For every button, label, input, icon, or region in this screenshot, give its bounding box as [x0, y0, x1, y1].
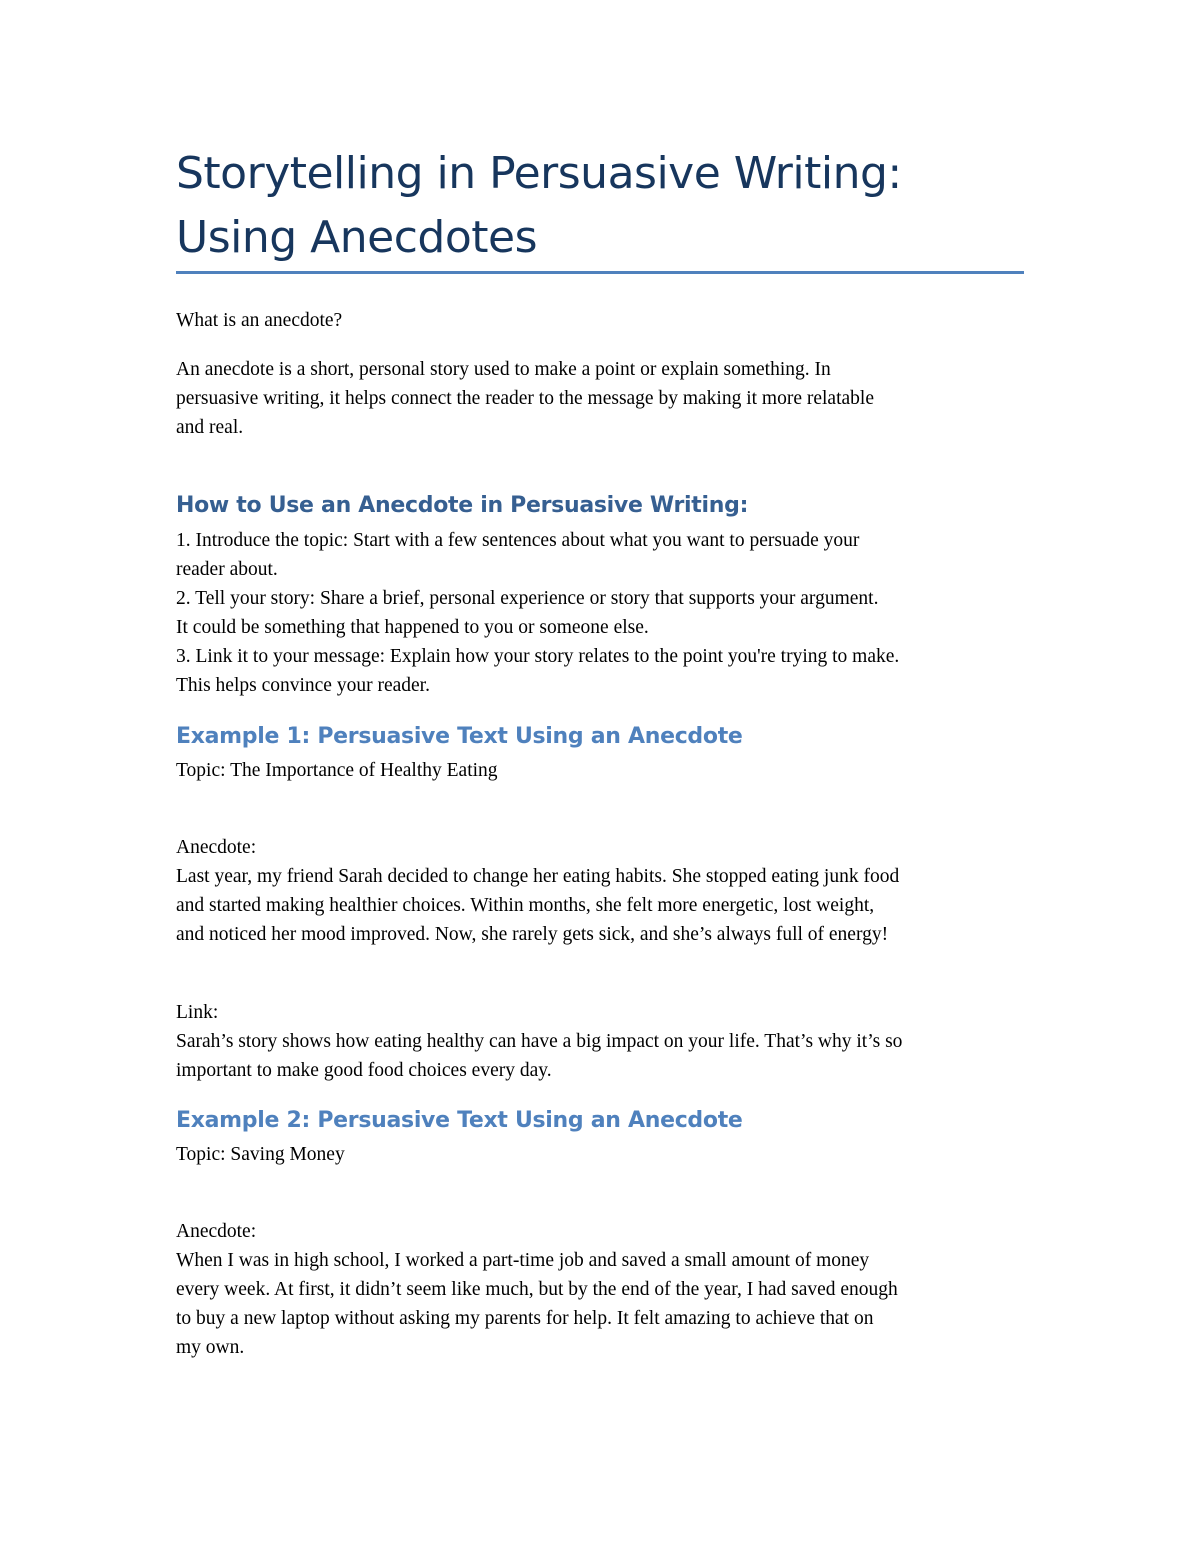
how-to-line: reader about.: [176, 559, 278, 580]
intro-answer-line: and real.: [176, 417, 244, 438]
how-to-line: This helps convince your reader.: [176, 675, 430, 696]
title-underline: [176, 271, 1024, 274]
example1-heading: Example 1: Persuasive Text Using an Anecdote: [176, 724, 743, 749]
intro-answer-line: An anecdote is a short, personal story used to make a point or explain something. In: [176, 359, 831, 380]
how-to-line: It could be something that happened to you or someone else.: [176, 617, 649, 638]
how-to-line: 3. Link it to your message: Explain how your story relates to the point you're trying to make.: [176, 646, 900, 667]
example2-topic: Topic: Saving Money: [176, 1144, 345, 1165]
example2-anecdote-line: my own.: [176, 1337, 245, 1358]
example1-link: [176, 1027, 1026, 1085]
example1-anecdote-line: and started making healthier choices. Within months, she felt more energetic, lost weight,: [176, 895, 875, 916]
how-to-line: 1. Introduce the topic: Start with a few sentences about what you want to persuade your: [176, 530, 860, 551]
example2-anecdote-label: Anecdote:: [176, 1221, 257, 1242]
example1-anecdote-line: Last year, my friend Sarah decided to change her eating habits. She stopped eating junk food: [176, 866, 900, 887]
how-to-steps: [176, 526, 1026, 700]
how-to-line: 2. Tell your story: Share a brief, personal experience or story that supports your argument.: [176, 588, 879, 609]
example1-link-line: Sarah’s story shows how eating healthy can have a big impact on your life. That’s why it’s so: [176, 1031, 903, 1052]
example1-link-line: important to make good food choices every day.: [176, 1060, 552, 1081]
example2-anecdote-line: every week. At first, it didn’t seem like much, but by the end of the year, I had saved enough: [176, 1279, 898, 1300]
example1-topic: Topic: The Importance of Healthy Eating: [176, 760, 498, 781]
example2-anecdote-line: When I was in high school, I worked a part-time job and saved a small amount of money: [176, 1250, 870, 1271]
intro-answer: [176, 355, 1026, 442]
intro-answer-line: persuasive writing, it helps connect the reader to the message by making it more relatable: [176, 388, 874, 409]
example1-anecdote: [176, 862, 1026, 949]
example2-heading: Example 2: Persuasive Text Using an Anecdote: [176, 1108, 743, 1133]
document-title: Storytelling in Persuasive Writing: Using Anecdotes: [176, 148, 902, 263]
how-to-heading: How to Use an Anecdote in Persuasive Writing:: [176, 493, 749, 518]
example1-link-label: Link:: [176, 1002, 219, 1023]
example1-anecdote-label: Anecdote:: [176, 837, 257, 858]
example2-anecdote: [176, 1246, 1026, 1362]
example1-anecdote-line: and noticed her mood improved. Now, she rarely gets sick, and she’s always full of energy!: [176, 924, 889, 945]
example2-anecdote-line: to buy a new laptop without asking my parents for help. It felt amazing to achieve that on: [176, 1308, 874, 1329]
intro-question: What is an anecdote?: [176, 310, 343, 331]
